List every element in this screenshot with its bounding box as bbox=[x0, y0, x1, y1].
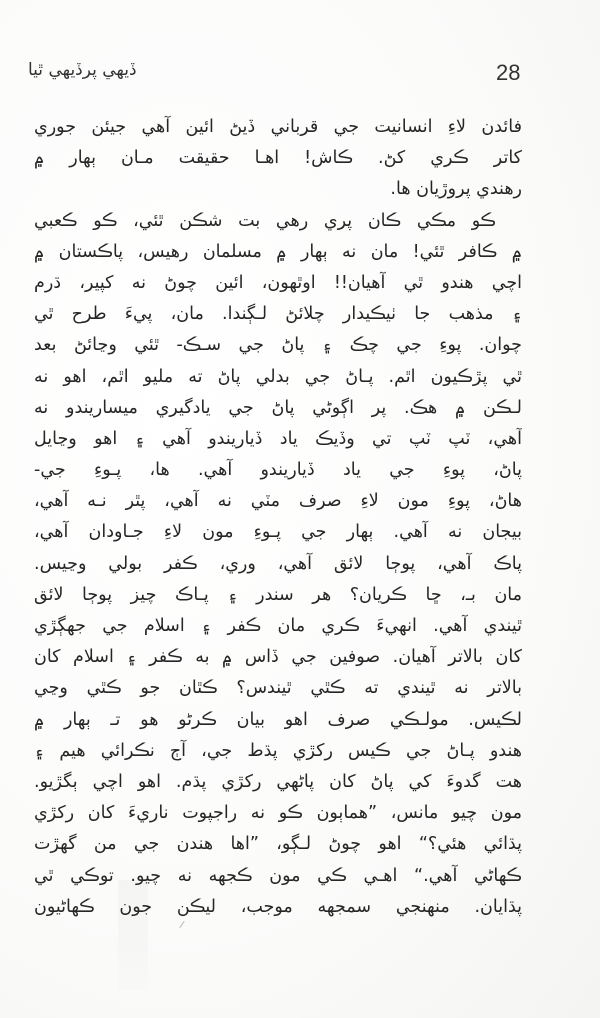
text-line: فائدن لاءِ انسانيت جي قرباني ڏيڻ ائين آهي جيئن جوري bbox=[34, 117, 522, 137]
text-line: لـڪن ۾ هڪ. پر اڳوڻي پاڻ جي يادگيري ميساريندو نه bbox=[34, 397, 522, 418]
text-line: ڪو مڪي ڪان پري رهي بت شڪن ٿئي، ڪو ڪعبي bbox=[34, 210, 496, 231]
text-line: ڪهاڻي آهي.“ اهـي ڪي مون ڪجهه نه چيو. توڪي ٿي bbox=[34, 865, 522, 886]
text-line: ۾ ڪافر ٿئي! مان نه ٻهار ۾ مسلمان رهيس، پاڪستان ۾ bbox=[34, 241, 522, 262]
text-line: هاڻ، پوءِ مون لاءِ صرف مٽي نه آهي، پٿر نـه آهي، bbox=[34, 491, 522, 512]
text-line: ٿيندي آهي. انهيءَ ڪري مان ڪفر ۽ اسلام جي جهڳڙي bbox=[34, 616, 522, 636]
body-text bbox=[34, 112, 522, 923]
text-line: پڌايان. منهنجي سمجهه موجب، ليڪن جون ڪهاڻيون bbox=[34, 896, 522, 917]
text-line: هندو پـاڻ جي ڪيس رکڙي پڌط جي، آڄ نڪرائي هيم ۽ bbox=[34, 740, 522, 761]
text-line: هت گدوءَ کي پاڻ کان پاڻهي رکڙي پڌم. اهو اچي ٻگڙيو. bbox=[34, 771, 522, 792]
text-line: ٿي پڙڪيون اٿم. پـاڻ جي بدلي پاڻ ته مليو اٿم، اهو نه bbox=[34, 366, 522, 387]
text-line: چوان. پوءِ جي چڪ ۽ پاڻ جي سـڪ- ٿئي وڃائڻ بعد bbox=[34, 335, 522, 356]
text-line: رهندي پروڙيان ها. bbox=[390, 179, 522, 200]
text-line: مون چيو مانس، ”هماٻون ڪو نه راجپوت ناريءَ کان رکڙي bbox=[34, 803, 522, 824]
text-line: اچي هندو ٿي آهيان!! اوٿهون، ائين چوڻ نه کپير، ڌرم bbox=[34, 272, 522, 293]
text-line: مان بـ، ڇا ڪريان؟ هر سندر ۽ پـاڪ چيز پوڄا لائق bbox=[34, 584, 522, 605]
text-line: لڪيس. مولـڪي صرف اهو بيان ڪرڻو هو تـ ٻهار ۾ bbox=[34, 709, 522, 730]
text-line: آهي، ٽپ ٽپ تي وڏيڪ ياد ڏياريندو آهي ۽ اهو وڃايل bbox=[34, 428, 522, 449]
page-number: 28 bbox=[496, 60, 521, 85]
text-line: پاڻ، پوءِ جي ياد ڏياريندو آهي. ها، پـوءِ جي- bbox=[34, 460, 522, 481]
running-header-title: ڏيهي پرڏيهي ٿيا bbox=[28, 60, 137, 80]
text-line: پڌائي هئي؟“ اهو چوڻ لـڳو، ”اها هندن جي من گهڙت bbox=[34, 834, 522, 855]
text-line: کان بالاتر آهيان. صوفين جي ڏاس ۾ به ڪفر ۽ اسلام کان bbox=[34, 647, 522, 668]
text-line: بيجان نه آهي. ٻهار جي پـوءِ مون لاءِ جـاودان آهي، bbox=[34, 522, 522, 543]
text-line: ۽ مذهب جا ٺيڪيدار چلائڻ لـڳندا. مان، پيءَ طرح ٿي bbox=[34, 304, 522, 325]
text-line: پاڪ آهي، پوڄا لائق آهي، وري، ڪفر بولي وڃيس. bbox=[34, 553, 522, 574]
text-line: کاتر ڪري کڻ. ڪاش! اهـا حقيقت مـان ٻهار ۾ bbox=[34, 148, 522, 169]
text-line: بالاتر نه ٿيندي ته ڪٿي ٿيندس؟ ڪٿان جو ڪٿي وڃي bbox=[34, 678, 522, 699]
